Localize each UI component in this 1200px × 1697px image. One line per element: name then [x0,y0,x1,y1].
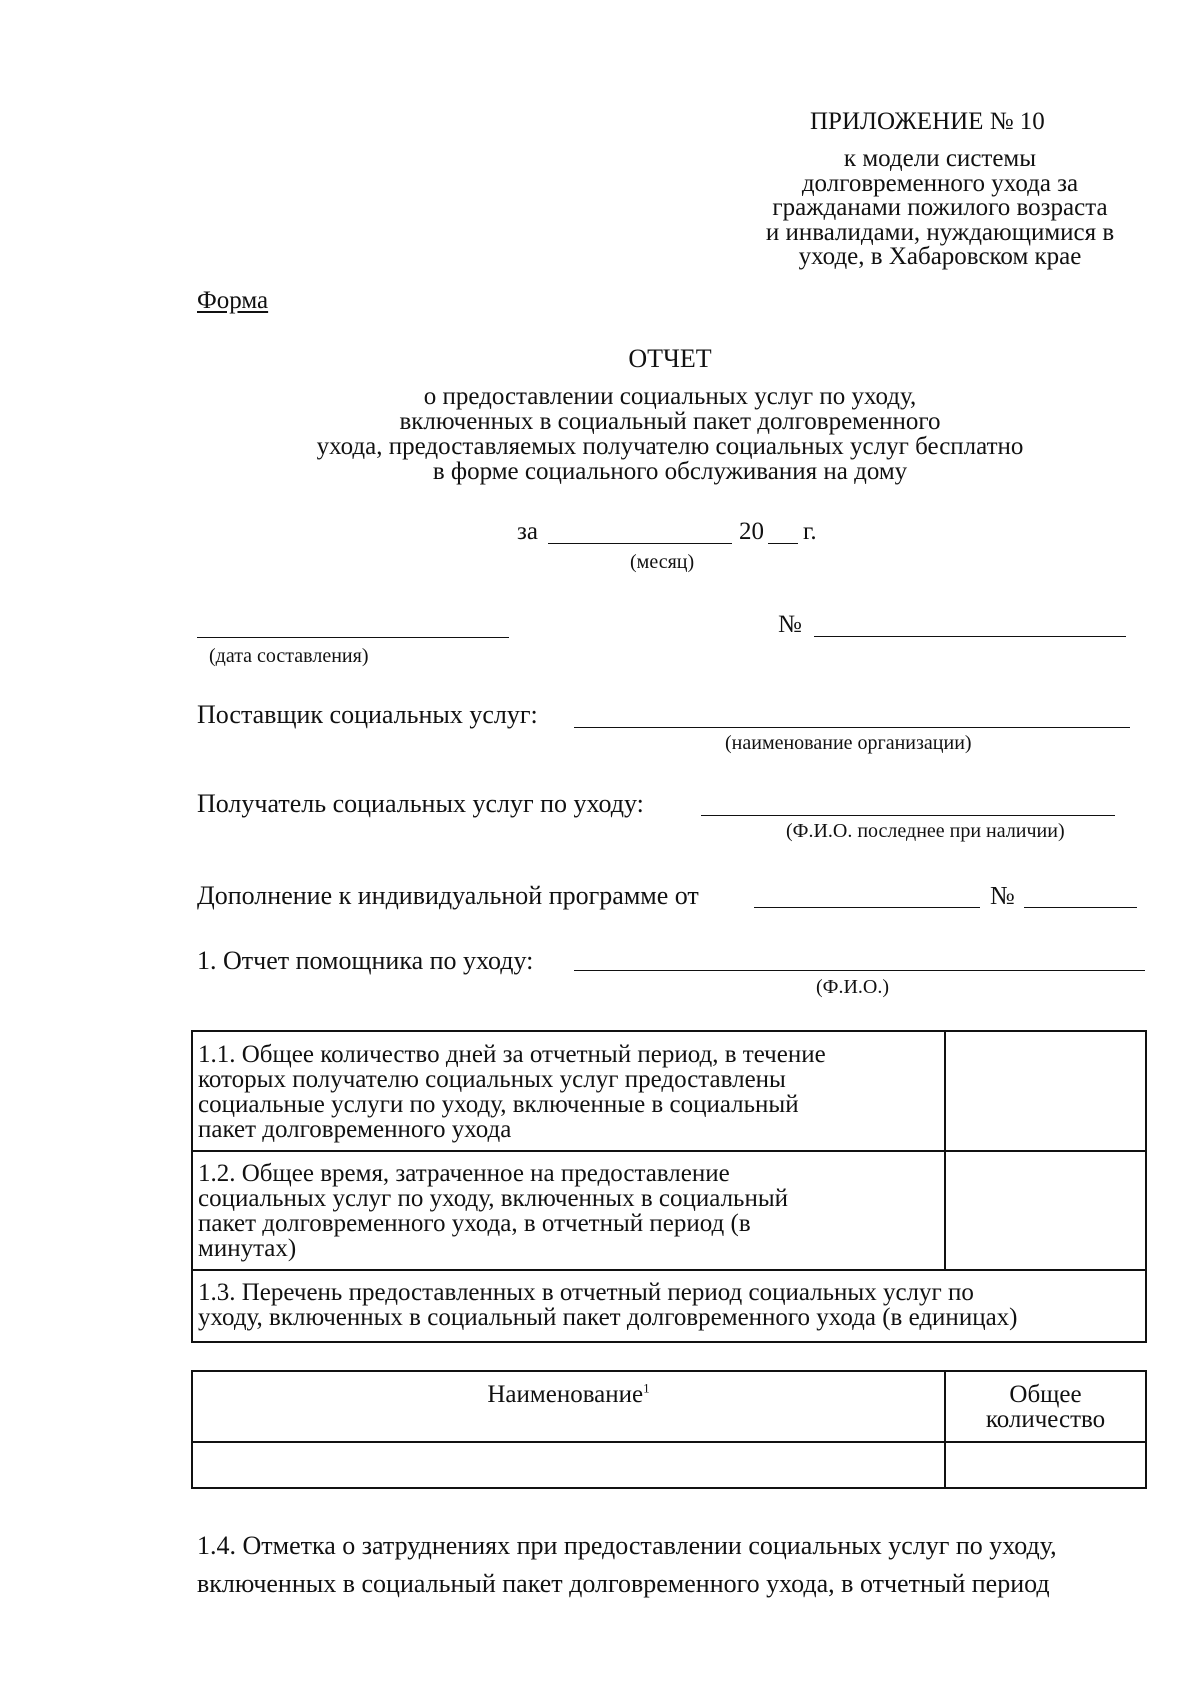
footnote-marker: 1 [643,1380,650,1396]
provider-label: Поставщик социальных услуг: [197,700,538,729]
table-border-bottom [191,1341,1147,1343]
table-border-right [1145,1030,1147,1343]
table-border-left [191,1030,193,1343]
table-cell-line: пакет долговременного ухода [198,1116,512,1143]
table-cell-line: которых получателю социальных услуг предоставлены [198,1066,786,1093]
report-subtitle [220,384,1120,484]
section-1-4-line: 1.4. Отметка о затруднениях при предоставлении социальных услуг по уходу, [197,1531,1057,1560]
column-header-name [193,1382,944,1407]
appendix-line: к модели системы [843,145,1037,172]
table-row-1-1 [198,1042,826,1142]
year-field[interactable] [768,543,798,544]
addendum-number-sign: № [990,881,1015,910]
table-cell-line: пакет долговременного ухода, в отчетный период (в [198,1210,751,1237]
provider-caption: (наименование организации) [725,732,972,754]
report-subtitle-line: ухода, предоставляемых получателю социальных услуг бесплатно [316,433,1024,460]
table-divider [191,1269,1147,1271]
addendum-number-field[interactable] [1024,907,1137,908]
column-header-total-line: количество [985,1406,1106,1433]
appendix-line: гражданами пожилого возраста [772,194,1108,221]
addendum-label: Дополнение к индивидуальной программе от [197,881,699,910]
table-cell-line: социальных услуг по уходу, включенных в социальный [198,1185,789,1212]
table-row-1-2 [198,1161,788,1261]
table-divider [191,1150,1147,1152]
form-label: Форма [197,287,269,314]
table-border-top [191,1370,1147,1372]
table-cell-line: уходу, включенных в социальный пакет долговременного ухода (в единицах) [198,1304,1018,1331]
addendum-date-field[interactable] [754,907,980,908]
table-border-top [191,1030,1147,1032]
table-cell-line: 1.1. Общее количество дней за отчетный период, в течение [198,1041,826,1068]
year-suffix: г. [803,518,817,545]
report-title: ОТЧЕТ [628,344,712,373]
appendix-line: долговременного ухода за [801,169,1079,197]
year-prefix: 20 [739,518,764,545]
date-caption: (дата составления) [209,645,369,667]
table-cell-line: социальные услуги по уходу, включенные в социальный [198,1091,799,1118]
provider-field[interactable] [574,727,1130,728]
appendix-line: уходе, в Хабаровском крае [798,243,1082,270]
section-1-4 [197,1527,1057,1603]
service-total-cell[interactable] [952,1452,1137,1482]
recipient-label: Получатель социальных услуг по уходу: [197,789,644,818]
month-caption: (месяц) [630,551,695,573]
table-border-right [1145,1370,1147,1489]
number-field[interactable] [814,636,1126,637]
table-row-1-3 [198,1280,1018,1330]
assistant-label: 1. Отчет помощника по уходу: [197,946,534,975]
table-cell-line: 1.3. Перечень предоставленных в отчетный период социальных услуг по [198,1279,974,1306]
table-border-bottom [191,1487,1147,1489]
column-header-total [946,1382,1145,1432]
recipient-caption: (Ф.И.О. последнее при наличии) [786,820,1065,842]
column-header-name-text: Наименование [487,1381,644,1408]
period-prefix: за [517,518,538,545]
section-1-4-line: включенных в социальный пакет долговременного ухода, в отчетный период [197,1569,1050,1598]
report-subtitle-line: о предоставлении социальных услуг по уходу, [423,383,917,410]
assistant-caption: (Ф.И.О.) [816,976,890,998]
service-name-cell[interactable] [198,1452,938,1482]
report-subtitle-line: включенных в социальный пакет долговременного [399,408,941,435]
table-column-divider [944,1030,946,1270]
table-divider [191,1441,1147,1443]
table-cell-line: 1.2. Общее время, затраченное на предоставление [198,1160,730,1187]
appendix-subtitle [740,147,1140,270]
recipient-field[interactable] [701,815,1115,816]
appendix-title: ПРИЛОЖЕНИЕ № 10 [810,108,1045,135]
appendix-line: и инвалидами, нуждающимися в [765,218,1115,246]
month-field[interactable] [548,543,732,544]
report-subtitle-line: в форме социального обслуживания на дому [432,458,908,485]
assistant-field[interactable] [574,970,1145,971]
number-sign: № [778,611,802,638]
column-header-total-line: Общее [1009,1381,1082,1408]
table-cell-line: минутах) [198,1235,297,1262]
date-field[interactable] [197,637,509,638]
